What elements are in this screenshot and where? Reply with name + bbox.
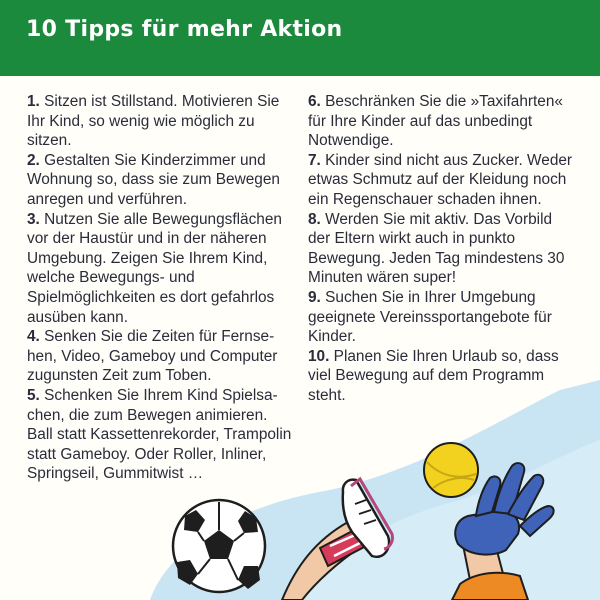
tip-number: 8. bbox=[308, 210, 321, 228]
tip-text: Suchen Sie in Ihrer Umgebung geeignete Vereinssportangebote für Kinder. bbox=[308, 288, 552, 346]
soccer-ball-icon bbox=[173, 500, 265, 592]
page-title: 10 Tipps für mehr Aktion bbox=[26, 17, 343, 42]
tip-text: Planen Sie Ihren Urlaub so, dass viel Bewegung auf dem Programm steht. bbox=[308, 347, 559, 404]
tip-number: 9. bbox=[308, 288, 321, 306]
tip-text: Beschränken Sie die »Taxifahrten« für Ihre Kinder auf das unbedingt Notwendige. bbox=[308, 93, 563, 150]
tip-number: 7. bbox=[308, 151, 321, 169]
tip-text: Schenken Sie Ihrem Kind Spielsachen, die zum Bewegen animieren. Ball statt Kassettenrekorder, Trampolin statt Gameboy. Oder Roller, Inliner, Springseil, Gummitwist … bbox=[27, 386, 292, 483]
tip-number: 6. bbox=[308, 93, 321, 110]
tip-text: Werden Sie mit aktiv. Das Vorbild der Eltern wirkt auch in punkto Bewegung. Jeden Tag mindestens 30 Minuten wären super! bbox=[308, 210, 565, 287]
tip-number: 3. bbox=[27, 210, 40, 228]
tip-text: Sitzen ist Stillstand. Motivieren Sie Ihr Kind, so wenig wie möglich zu sitzen. bbox=[27, 93, 280, 150]
tip-number: 5. bbox=[27, 386, 40, 404]
tip-number: 4. bbox=[27, 328, 40, 346]
tip-text: Nutzen Sie alle Bewegungsflächen vor der Haustür und in der näheren Umgebung. Zeigen Sie Ihrem Kind, welche Bewegungs- und Spielmöglichkeiten es dort gefahrlos ausüben kann. bbox=[27, 210, 282, 326]
tip-number: 10. bbox=[308, 347, 330, 365]
tip-text: Kinder sind nicht aus Zucker. Weder etwas Schmutz auf der Kleidung noch ein Regenschauer schaden ihnen. bbox=[308, 151, 573, 208]
tip-text: Gestalten Sie Kinderzimmer und Wohnung so, dass sie zum Bewegen anregen und verführen. bbox=[27, 151, 280, 208]
tip-text: Senken Sie die Zeiten für Fernsehen, Video, Gameboy und Computer zugunsten Zeit zum Toben. bbox=[27, 328, 278, 385]
tip-number: 2. bbox=[27, 151, 40, 169]
yellow-ball-icon bbox=[424, 443, 478, 497]
tip-number: 1. bbox=[27, 93, 40, 110]
